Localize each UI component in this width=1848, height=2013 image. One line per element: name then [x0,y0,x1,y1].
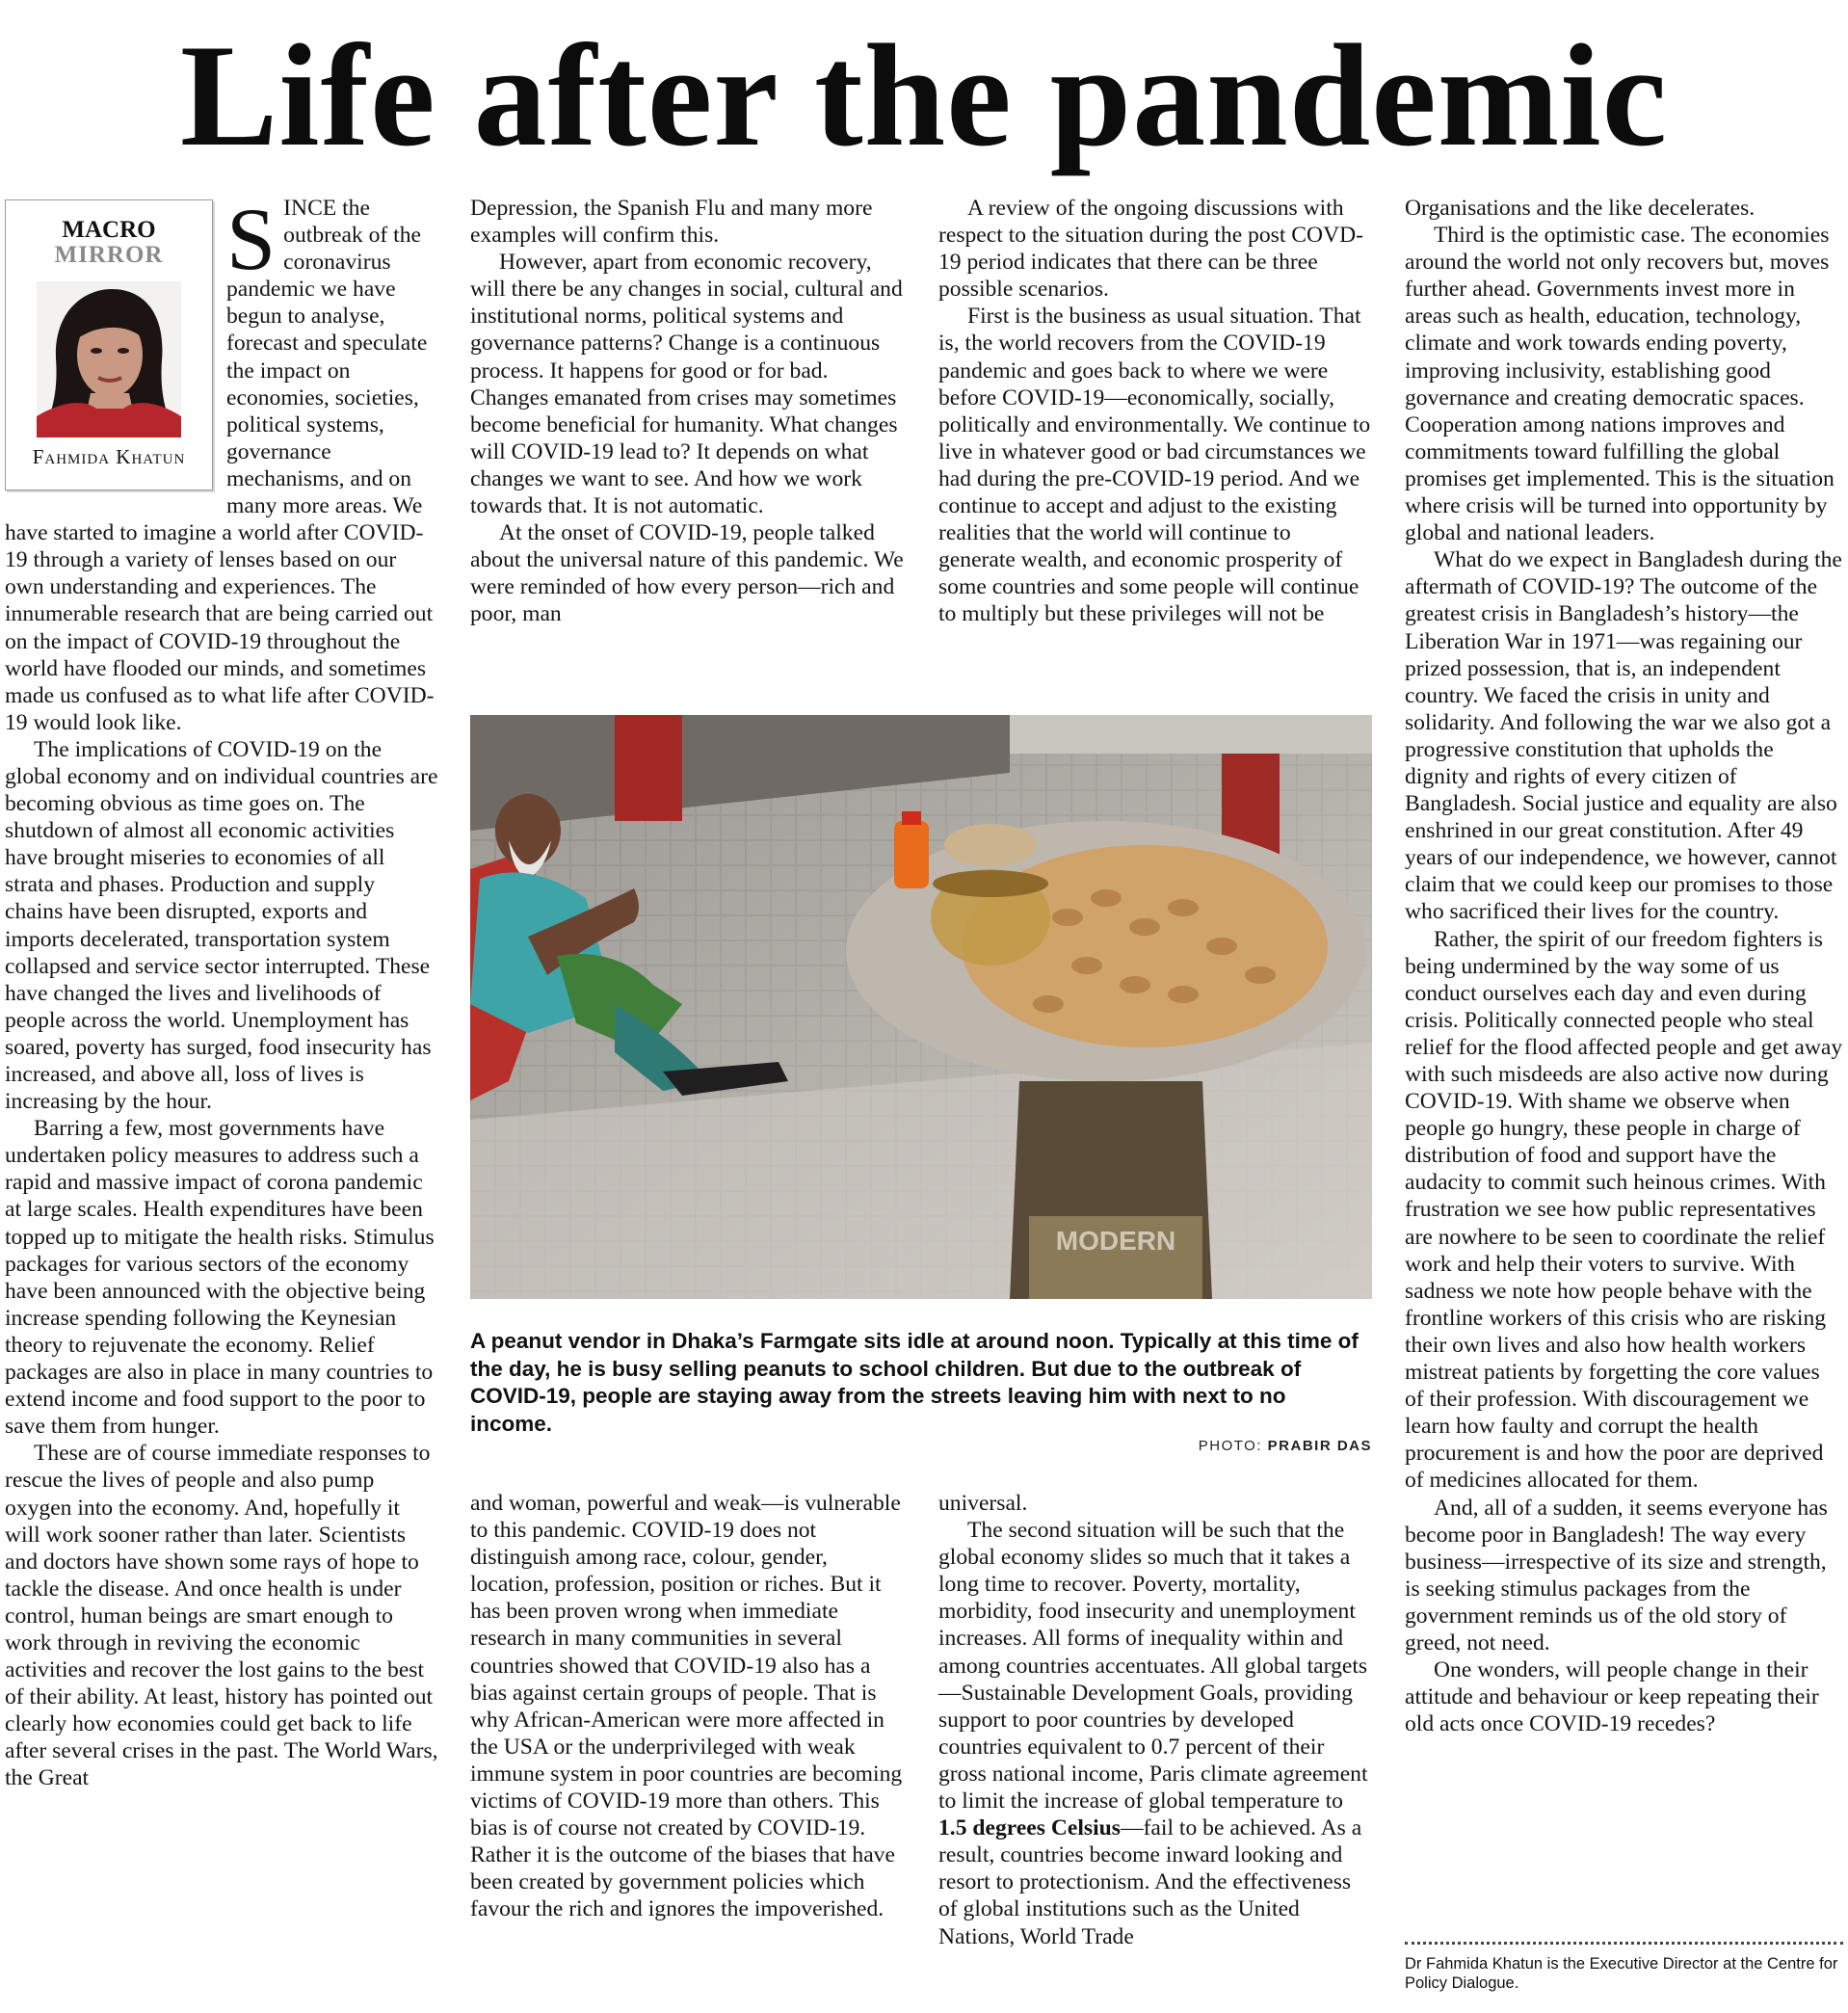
article-column-2-top [470,195,906,628]
drop-cap: S [226,190,277,288]
photo-credit: PHOTO: PRABIR DAS [1198,1438,1372,1454]
paragraph: Depression, the Spanish Flu and many more examples will confirm this. [470,196,873,249]
author-note: Dr Fahmida Khatun is the Executive Director at the Centre for Policy Dialogue. [1405,1955,1838,1992]
paragraph: A review of the ongoing discussions with respect to the situation during the post COVD-19 period indicates that there can be three possible scenarios. [938,196,1364,303]
news-photo-peanut-vendor [470,715,1372,1299]
paragraph: These are of course immediate responses to rescue the lives of people and also pump oxygen into the economy. And, hopefully it will work sooner rather than later. Scientists and doctors have shown some rays of hope to tackle the disease. And once health is under control, human beings are smart enough to work through in reviving the economic activities and recover the lost gains to the best of their ability. At least, history has pointed out clearly how economies could get back to life after several crises in the past. The World Wars, the Great [5,1441,438,1791]
article-column-3-bottom [938,1490,1372,1950]
headline: Life after the pandemic [179,14,1669,176]
dotted-divider [1405,1942,1843,1945]
article-column-4 [1405,195,1843,1737]
paragraph: What do we expect in Bangladesh during the aftermath of COVID-19? The outcome of the greatest crisis in Bangladesh’s history—the Liberation War in 1971—was regaining our prized possession, that is, an independent country. We faced the crisis in unity and solidarity. And following the war we also got a progressive constitution that upholds the dignity and rights of every citizen of Bangladesh. Social justice and equality are also enshrined in our great constitution. After 49 years of our independence, we however, cannot claim that we could keep our promises to those who sacrificed their lives for the country. [1405,547,1842,925]
article-column-3-top [938,195,1372,628]
photo-caption: A peanut vendor in Dhaka’s Farmgate sits idle at around noon. Typically at this time of the day, he is busy selling peanuts to school children. But due to the outbreak of COVID-19, people are staying away from the streets leaving him with next to no income. [470,1329,1359,1436]
paragraph: Rather, the spirit of our freedom fighters is being undermined by the way some of us conduct ourselves each day and even during crisis. Politically connected people who steal relief for the flood affected people and get away with such misdeeds are also active now during COVID-19. With shame we observe when people go hungry, these people in charge of distribution of food and support have the audacity to commit such heinous crimes. With frustration we see how public representatives are nowhere to be seen to coordinate the relief work and help their voters to survive. With sadness we note how people behave with the frontline workers of this crisis who are risking their own lives and also how health workers mistreat patients by forgetting the core values of their profession. With discouragement we learn how faulty and corrupt the health procurement is and how the poor are deprived of medicines allocated for them. [1405,926,1843,1494]
columnist-byline-box [5,199,213,490]
author-portrait [37,281,181,437]
paragraph: Barring a few, most governments have undertaken policy measures to address such a rapid and massive impact of corona pandemic at large scales. Health expenditures have been topped up to mitigate the health risks. Stimulus packages for various sectors of the economy have been announced with the objective being increase spending following the Keynesian theory to rejuvenate the economy. Relief packages are also in place in many countries to extend income and food support to the poor to save them from hunger. [5,1116,435,1440]
article-column-1 [5,190,438,1792]
article-column-2-bottom [470,1490,906,1923]
column-label-macro: MACRO [62,217,156,243]
paragraph: universal. [938,1491,1028,1516]
paragraph: However, apart from economic recovery, will there be any changes in social, cultural and institutional norms, political systems and governance patterns? Change is a continuous process. It happens for good or for bad. Changes emanated from crises may sometimes become beneficial for humanity. What changes will COVID-19 lead to? It depends on what changes we want to see. And how we work towards that. It is not automatic. [470,250,903,519]
column-label-mirror: MIRROR [54,242,164,268]
paragraph: And, all of a sudden, it seems everyone has become poor in Bangladesh! The way every business—irrespective of its size and strength, is seeking stimulus packages from the government reminds us of the old story of greed, not need. [1405,1495,1828,1655]
paragraph: and woman, powerful and weak—is vulnerable to this pandemic. COVID-19 does not distinguish among race, colour, gender, location, profession, position or riches. But it has been proven wrong when immediate research in many communities in several countries showed that COVID-19 also has a bias against certain groups of people. That is why African-American were more affected in the USA or the underprivileged with weak immune system in poor countries are becoming victims of COVID-19 more than others. This bias is of course not created by COVID-19. Rather it is the outcome of the biases that have been created by government policies which favour the rich and ignores the impoverished. [470,1491,903,1922]
paragraph: Organisations and the like decelerates. [1405,196,1756,221]
tin-label: MODERN [1055,1226,1176,1256]
author-name: Fahmida Khatun [32,445,186,468]
paragraph: The second situation will be such that the global economy slides so much that it takes a long time to recover. Poverty, mortality, morbidity, food insecurity and unemployment increases. All forms of inequality within and among countries accentuates. All global targets—Sustainable Development Goals, providing support to poor countries by developed countries equivalent to 0.7 percent of their gross national income, Paris climate agreement to limit the increase of global temperature to 1.5 degrees Celsius—fail to be achieved. As a result, countries become inward looking and resort to protectionism. And the effectiveness of global institutions such as the United Nations, World Trade [938,1518,1368,1949]
paragraph: One wonders, will people change in their attitude and behaviour or keep repeating their old acts once COVID-19 recedes? [1405,1657,1819,1737]
paragraph: First is the business as usual situation. That is, the world recovers from the COVID-19 pandemic and goes back to where we were before COVID-19—economically, socially, politically and environmentally. We continue to live in whatever good or bad circumstances we had during the pre-COVID-19 period. And we continue to accept and adjust to the existing realities that the world will continue to generate wealth, and economic prosperity of some countries and some people will continue to multiply but these privileges will not be [938,304,1371,627]
paragraph: The implications of COVID-19 on the global economy and on individual countries are becoming obvious as time goes on. The shutdown of almost all economic activities have brought miseries to economies of all strata and phases. Production and supply chains have been disrupted, exports and imports decelerated, transportation system collapsed and service sector interrupted. These have changed the lives and livelihoods of people across the world. Unemployment has soared, poverty has surged, food insecurity has increased, and above all, loss of lives is increasing by the hour. [5,736,438,1115]
paragraph: SINCE the outbreak of the coronavirus pandemic we have begun to analyse, forecast and speculate the impact on economies, societies, political systems, governance mechanisms, and on many more areas. We have started to imagine a world after COVID-19 through a variety of lenses based on our own understanding and experiences. The innumerable research that are being carried out on the impact of COVID-19 throughout the world have flooded our minds, and sometimes made us confused as to what life after COVID-19 would look like. [5,190,435,735]
paragraph: At the onset of COVID-19, people talked about the universal nature of this pandemic. We were reminded of how every person—rich and poor, man [470,520,904,627]
paragraph: Third is the optimistic case. The economies around the world not only recovers but, moves further ahead. Governments invest more in areas such as health, education, technology, climate and work towards ending poverty, improving inclusivity, establishing good governance and creating democratic spaces. Cooperation among nations improves and commitments toward fulfilling the global promises get implemented. This is the situation where crisis will be turned into opportunity by global and national leaders. [1405,223,1835,546]
